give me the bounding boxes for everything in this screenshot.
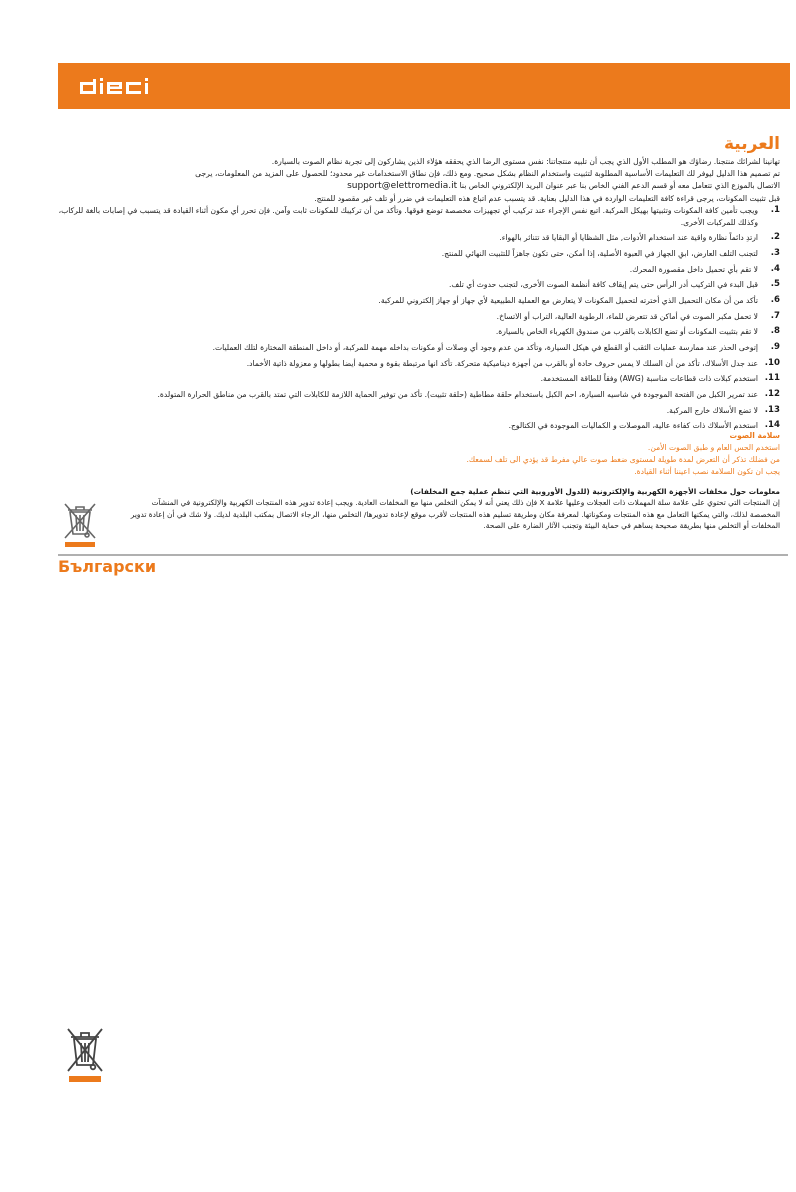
step-number: 2.	[770, 232, 780, 243]
step-number: 5.	[770, 279, 780, 290]
step-number: 4.	[770, 263, 780, 274]
step-item	[58, 205, 780, 228]
step-text: إتوخى الحذر عند ممارسة عمليات الثقب أو القطع في هيكل السيارة، وتأكد من عدم وجود أي وصلات أو مكونات بداخله مهمة للمركبة، أو داخل المنطقة المختارة لتلك العمليات.	[212, 343, 758, 352]
step-text: لتجنب التلف العارض، ابقِ الجهاز في العبوة الأصلية، إذا أمكن، حتى تكون جاهزاً للتثبيت النهائي للمنتج.	[441, 248, 758, 258]
step-text: تأكد من أن مكان التحميل الذي أخترته لتحميل المكونات لا يتعارض مع العملية الطبيعية لأي جهاز أو جهاز إلكتروني للمركبة.	[378, 295, 758, 305]
section-separator	[58, 554, 788, 556]
step-number: 6.	[770, 294, 780, 305]
step-item	[58, 264, 780, 276]
step-item	[58, 326, 780, 338]
step-number: 14.	[764, 420, 780, 431]
step-number: 8.	[770, 326, 780, 337]
support-email-link[interactable]: support@elettromedia.it	[347, 181, 458, 192]
intro-line-3-text: الاتصال بالموزع الذي تتعامل معه أو قسم الدعم الفني الخاص بنا عبر عنوان البريد الإلكتروني الخاص بنا	[459, 181, 780, 191]
step-number: 10.	[764, 357, 780, 368]
step-number: 11.	[764, 373, 780, 384]
step-item	[58, 405, 780, 417]
step-number: 9.	[770, 342, 780, 352]
step-item	[58, 248, 780, 260]
step-item	[58, 389, 780, 401]
step-item	[58, 295, 780, 307]
step-text: عند جدل الأسلاك، تأكد من أن السلك لا يمس حروف حادة أو بالقرب من أجهزة ديناميكية متحركة. تأكد انها مرتبطة بقوة و محمية أيضا بطولها و معزولة ذاتية الأخماد.	[246, 358, 758, 368]
step-number: 3.	[770, 247, 780, 258]
crossed-bin-icon	[65, 1025, 105, 1083]
weee-section	[58, 486, 780, 539]
step-text: لا تقم بتثبيت المكونات أو تضع الكابلات بالقرب من صندوق الكهرباء الخاص بالسيارة.	[495, 327, 758, 337]
sound-safety-line-3: يجب ان تكون السلامة نصب اعيننا أثناء القيادة.	[634, 467, 780, 476]
step-number: 7.	[770, 310, 780, 321]
sound-safety-line-1: استخدم الحس العام و طبق الصوت الأمن.	[647, 443, 780, 452]
installation-steps	[58, 205, 780, 436]
crossed-bin-icon	[60, 498, 100, 548]
step-item	[58, 279, 780, 291]
step-text: لا تضع الأسلاك خارج المركبة.	[666, 405, 758, 415]
step-text: لا تقم بأي تحميل داخل مقصورة المحرك.	[629, 264, 758, 274]
intro-line-3	[58, 180, 780, 192]
arabic-section-title: العربية	[723, 134, 780, 154]
step-text: قبل البدء في التركيب أدر الرأس حتى يتم إيقاف كافة أنظمة الصوت الأخرى، لتجنب حدوث أي تلف.	[448, 280, 758, 290]
step-item	[58, 358, 780, 370]
bulgarian-section-title: Български	[58, 557, 157, 576]
arabic-intro	[58, 156, 780, 205]
sound-safety-line-2: من فضلك تذكر أن التعرض لمدة طويلة لمستوى ضغط صوت عالي مفرط قد يؤدي الى تلف لسمعك.	[466, 455, 780, 464]
sound-safety-title: سلامة الصوت	[729, 431, 780, 440]
step-text: ارتدِ دائماً نظارة واقية عند استخدام الأدوات, مثل الشظايا أو البقايا قد تتناثر بالهواء.	[499, 233, 758, 243]
step-item	[58, 373, 780, 385]
step-text: استخدم الأسلاك ذات كفاءة عالية، الموصلات و الكماليات الموجودة في الكتالوج.	[508, 421, 758, 431]
sound-safety-section	[58, 430, 780, 478]
step-text: عند تمرير الكبل من الفتحة الموجودة في شاسيه السيارة، احم الكبل باستخدام حلقة مطاطية (حلقة تثبيت). تأكد من توفير الحماية اللازمة للكابلات التي تمتد بالقرب من مناطق الحرارة المتولدة.	[157, 390, 758, 400]
step-number: 13.	[764, 404, 780, 415]
step-text: استخدم كبلات ذات قطاعات مناسبة (AWG) وفقاً للطاقة المستخدمة.	[540, 374, 758, 384]
step-text: لا تحمل مكبر الصوت في أماكن قد تتعرض للماء، الرطوبة العالية، التراب أو الاتساخ.	[496, 311, 758, 321]
weee-body: إن المنتجات التي تحتوي على علامة سلة المهملات ذات العجلات وعليها علامة X فإن ذلك يعني أنه لا يمكن التخلص منها مع المخلفات العادية. ويجب إعادة تدوير هذه المنتجات الكهربية والإلكترونية في المنشآت المخصصة لذلك، والتي يمكنها التعامل مع هذه المنتجات ومكوناتها. لمعرفة مكان وطريقة تسليم هذه المنتجات لأقرب موقع لإعادة تدويرها/ التخلص منها، الرجاء الاتصال بمكتب البلدية لديك. ولا شك في أن إعادة تدوير المخلفات أو التخلص منها بطريقة صحيحة يساهم في حماية البيئة وتجنب الآثار الضارة على الصحة.	[130, 498, 780, 531]
step-item	[58, 311, 780, 323]
intro-line-2: تم تصميم هذا الدليل ليوفر لك التعليمات الأساسية المطلوبة لتثبيت واستخدام النظام بشكل صحيح. ومع ذلك، فإن نطاق الاستخدامات غير محدود؛ للحصول على المزيد من المعلومات، يرجى	[195, 169, 780, 179]
step-item	[58, 232, 780, 244]
intro-line-4: قبل تثبيت المكونات، يرجى قراءة كافة التعليمات الواردة في هذا الدليل بعناية. قد يتسبب عدم اتباع هذه التعليمات في ضرر أو تلف غير مقصود للمنتج.	[314, 193, 780, 203]
step-number: 12.	[764, 389, 780, 400]
weee-title: معلومات حول مخلفات الأجهزة الكهربية والإلكترونية (للدول الأوروبية التي تنظم عملية جمع المخلفات)	[410, 487, 780, 496]
step-number: 1.	[770, 205, 780, 215]
brand-banner	[58, 63, 790, 109]
dieci-logo	[80, 75, 178, 97]
step-text: ويجب تأمين كافة المكونات وتثبيتها بهيكل المركبة. اتبع نفس الإجراء عند تركيب أي تجهيزات مخصصة توضع فوقها. وتأكد من أن تركيبك للمكونات ثابت وآمن. فإن تحرر أي مكون أثناء القيادة قد يتسبب في إصابات بالغة للركاب، وكذلك للمركبات الأخرى.	[58, 206, 758, 227]
step-item	[58, 342, 780, 354]
intro-line-1: تهانينا لشرائك منتجنا. رضاؤك هو المطلب الأول الذي يجب أن تلبيه منتجاتنا: نفس مستوى الرضا الذي يحققه هؤلاء الذين يشاركون إلى تجربة نظام الصوت بالسيارة.	[271, 157, 780, 166]
